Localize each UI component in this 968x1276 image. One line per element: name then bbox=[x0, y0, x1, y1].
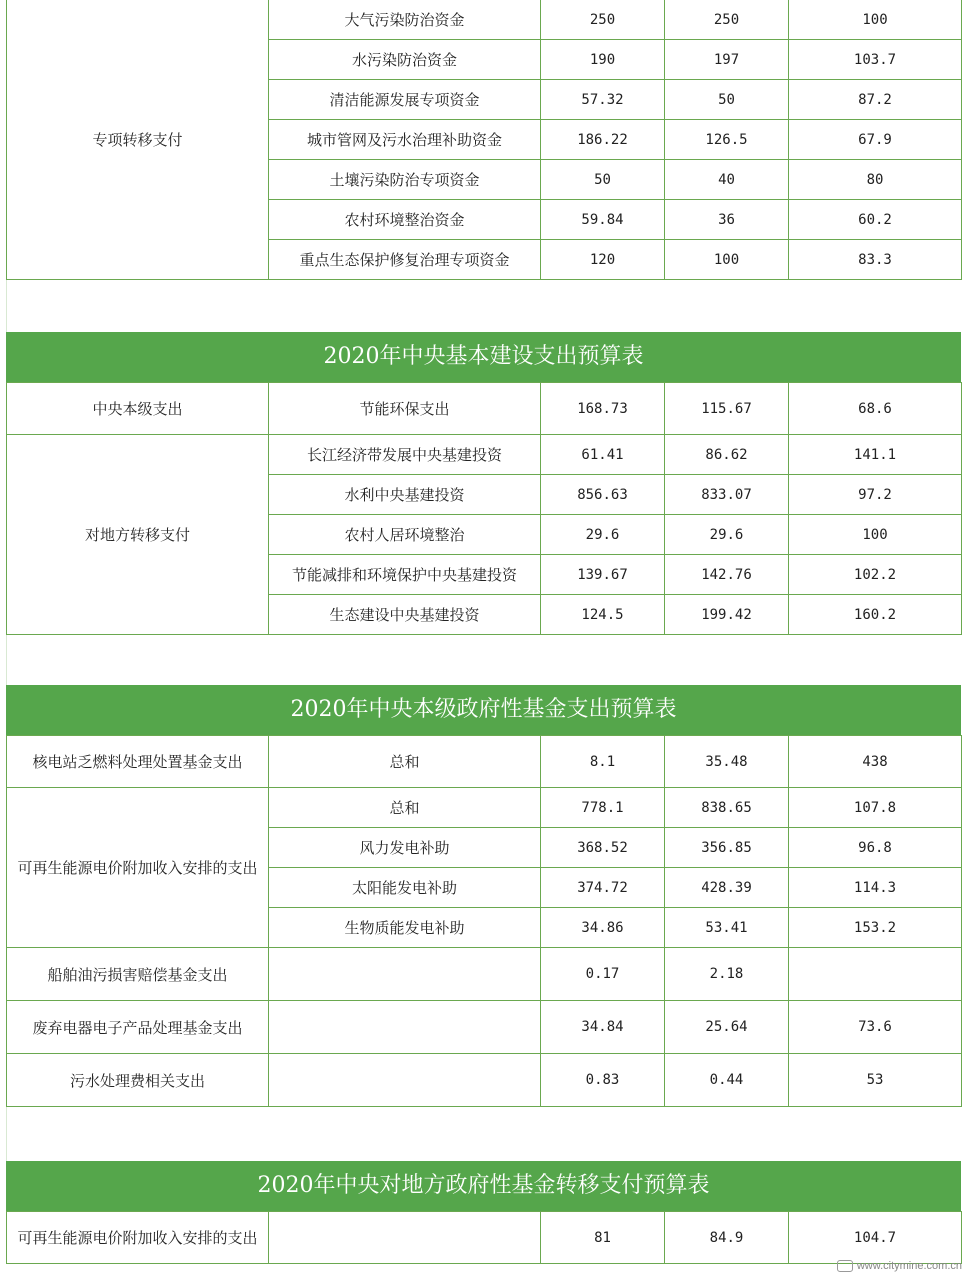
value-2020: 36 bbox=[665, 200, 789, 240]
value-ratio: 80 bbox=[789, 160, 962, 200]
item-label: 土壤污染防治专项资金 bbox=[269, 160, 541, 200]
table-row bbox=[7, 1054, 962, 1107]
item-label: 长江经济带发展中央基建投资 bbox=[269, 435, 541, 475]
group-label: 可再生能源电价附加收入安排的支出 bbox=[7, 788, 269, 948]
value-2019: 856.63 bbox=[541, 475, 665, 515]
value-2019: 168.73 bbox=[541, 383, 665, 435]
value-ratio: 68.6 bbox=[789, 383, 962, 435]
group-label: 废弃电器电子产品处理基金支出 bbox=[7, 1001, 269, 1054]
group-label: 对地方转移支付 bbox=[7, 435, 269, 635]
value-2020: 2.18 bbox=[665, 948, 789, 1001]
watermark-logo-icon bbox=[837, 1260, 853, 1272]
value-2019: 0.83 bbox=[541, 1054, 665, 1107]
group-label: 专项转移支付 bbox=[7, 0, 269, 280]
group-label: 中央本级支出 bbox=[7, 383, 269, 435]
table-row bbox=[7, 435, 962, 475]
item-label: 总和 bbox=[269, 788, 541, 828]
item-label bbox=[269, 1054, 541, 1107]
special-transfer-table bbox=[6, 0, 962, 280]
spacer bbox=[6, 280, 962, 332]
section-title-fund-transfer: 2020年中央对地方政府性基金转移支付预算表 bbox=[6, 1161, 961, 1211]
item-label: 农村人居环境整治 bbox=[269, 515, 541, 555]
table-row bbox=[7, 948, 962, 1001]
value-ratio: 73.6 bbox=[789, 1001, 962, 1054]
value-2020: 838.65 bbox=[665, 788, 789, 828]
value-ratio: 102.2 bbox=[789, 555, 962, 595]
value-ratio: 97.2 bbox=[789, 475, 962, 515]
table-row bbox=[7, 1212, 962, 1264]
value-2020: 29.6 bbox=[665, 515, 789, 555]
value-2020: 53.41 bbox=[665, 908, 789, 948]
value-2019: 81 bbox=[541, 1212, 665, 1264]
value-ratio: 160.2 bbox=[789, 595, 962, 635]
value-2019: 34.84 bbox=[541, 1001, 665, 1054]
value-2020: 50 bbox=[665, 80, 789, 120]
value-2020: 199.42 bbox=[665, 595, 789, 635]
value-ratio: 103.7 bbox=[789, 40, 962, 80]
value-2019: 34.86 bbox=[541, 908, 665, 948]
fund-budget-table bbox=[6, 735, 962, 1107]
value-2020: 115.67 bbox=[665, 383, 789, 435]
fund-transfer-table bbox=[6, 1211, 962, 1264]
value-ratio: 60.2 bbox=[789, 200, 962, 240]
item-label: 风力发电补助 bbox=[269, 828, 541, 868]
value-2019: 8.1 bbox=[541, 736, 665, 788]
item-label: 水污染防治资金 bbox=[269, 40, 541, 80]
value-2020: 84.9 bbox=[665, 1212, 789, 1264]
value-2020: 100 bbox=[665, 240, 789, 280]
group-label: 船舶油污损害赔偿基金支出 bbox=[7, 948, 269, 1001]
value-2019: 139.67 bbox=[541, 555, 665, 595]
value-2020: 35.48 bbox=[665, 736, 789, 788]
table-row bbox=[7, 0, 962, 40]
value-2019: 50 bbox=[541, 160, 665, 200]
table-row bbox=[7, 788, 962, 828]
item-label: 水利中央基建投资 bbox=[269, 475, 541, 515]
item-label: 重点生态保护修复治理专项资金 bbox=[269, 240, 541, 280]
item-label: 城市管网及污水治理补助资金 bbox=[269, 120, 541, 160]
section-title-capital: 2020年中央基本建设支出预算表 bbox=[6, 332, 961, 382]
spacer bbox=[6, 635, 962, 685]
value-ratio: 107.8 bbox=[789, 788, 962, 828]
value-2019: 250 bbox=[541, 0, 665, 40]
item-label: 清洁能源发展专项资金 bbox=[269, 80, 541, 120]
item-label: 生物质能发电补助 bbox=[269, 908, 541, 948]
item-label: 总和 bbox=[269, 736, 541, 788]
section-title-fund: 2020年中央本级政府性基金支出预算表 bbox=[6, 685, 961, 735]
spacer bbox=[6, 1107, 962, 1161]
item-label: 农村环境整治资金 bbox=[269, 200, 541, 240]
value-2020: 126.5 bbox=[665, 120, 789, 160]
value-ratio: 153.2 bbox=[789, 908, 962, 948]
group-label: 污水处理费相关支出 bbox=[7, 1054, 269, 1107]
value-ratio: 438 bbox=[789, 736, 962, 788]
value-ratio: 53 bbox=[789, 1054, 962, 1107]
value-2020: 0.44 bbox=[665, 1054, 789, 1107]
group-label: 可再生能源电价附加收入安排的支出 bbox=[7, 1212, 269, 1264]
table-row bbox=[7, 383, 962, 435]
item-label bbox=[269, 1212, 541, 1264]
item-label: 节能减排和环境保护中央基建投资 bbox=[269, 555, 541, 595]
value-ratio: 100 bbox=[789, 0, 962, 40]
value-2019: 0.17 bbox=[541, 948, 665, 1001]
value-2020: 86.62 bbox=[665, 435, 789, 475]
value-2020: 40 bbox=[665, 160, 789, 200]
value-2019: 374.72 bbox=[541, 868, 665, 908]
value-ratio: 104.7 bbox=[789, 1212, 962, 1264]
value-ratio: 141.1 bbox=[789, 435, 962, 475]
value-2019: 368.52 bbox=[541, 828, 665, 868]
value-2019: 29.6 bbox=[541, 515, 665, 555]
table-row bbox=[7, 736, 962, 788]
value-ratio bbox=[789, 948, 962, 1001]
item-label: 生态建设中央基建投资 bbox=[269, 595, 541, 635]
item-label: 大气污染防治资金 bbox=[269, 0, 541, 40]
value-2020: 197 bbox=[665, 40, 789, 80]
watermark-text: www.citymine.com.cn bbox=[856, 1259, 962, 1272]
item-label bbox=[269, 948, 541, 1001]
capital-budget-table bbox=[6, 382, 962, 635]
value-2020: 142.76 bbox=[665, 555, 789, 595]
value-ratio: 114.3 bbox=[789, 868, 962, 908]
item-label bbox=[269, 1001, 541, 1054]
value-ratio: 83.3 bbox=[789, 240, 962, 280]
value-2020: 428.39 bbox=[665, 868, 789, 908]
item-label: 节能环保支出 bbox=[269, 383, 541, 435]
watermark bbox=[837, 1260, 962, 1272]
value-2019: 57.32 bbox=[541, 80, 665, 120]
value-ratio: 100 bbox=[789, 515, 962, 555]
value-ratio: 96.8 bbox=[789, 828, 962, 868]
budget-sheet bbox=[6, 0, 968, 1264]
value-2019: 120 bbox=[541, 240, 665, 280]
value-2019: 61.41 bbox=[541, 435, 665, 475]
group-label: 核电站乏燃料处理处置基金支出 bbox=[7, 736, 269, 788]
value-2019: 124.5 bbox=[541, 595, 665, 635]
value-2019: 186.22 bbox=[541, 120, 665, 160]
table-row bbox=[7, 1001, 962, 1054]
value-2020: 833.07 bbox=[665, 475, 789, 515]
value-2020: 356.85 bbox=[665, 828, 789, 868]
value-2020: 25.64 bbox=[665, 1001, 789, 1054]
value-2019: 59.84 bbox=[541, 200, 665, 240]
value-2019: 190 bbox=[541, 40, 665, 80]
value-ratio: 87.2 bbox=[789, 80, 962, 120]
value-2019: 778.1 bbox=[541, 788, 665, 828]
item-label: 太阳能发电补助 bbox=[269, 868, 541, 908]
value-2020: 250 bbox=[665, 0, 789, 40]
value-ratio: 67.9 bbox=[789, 120, 962, 160]
